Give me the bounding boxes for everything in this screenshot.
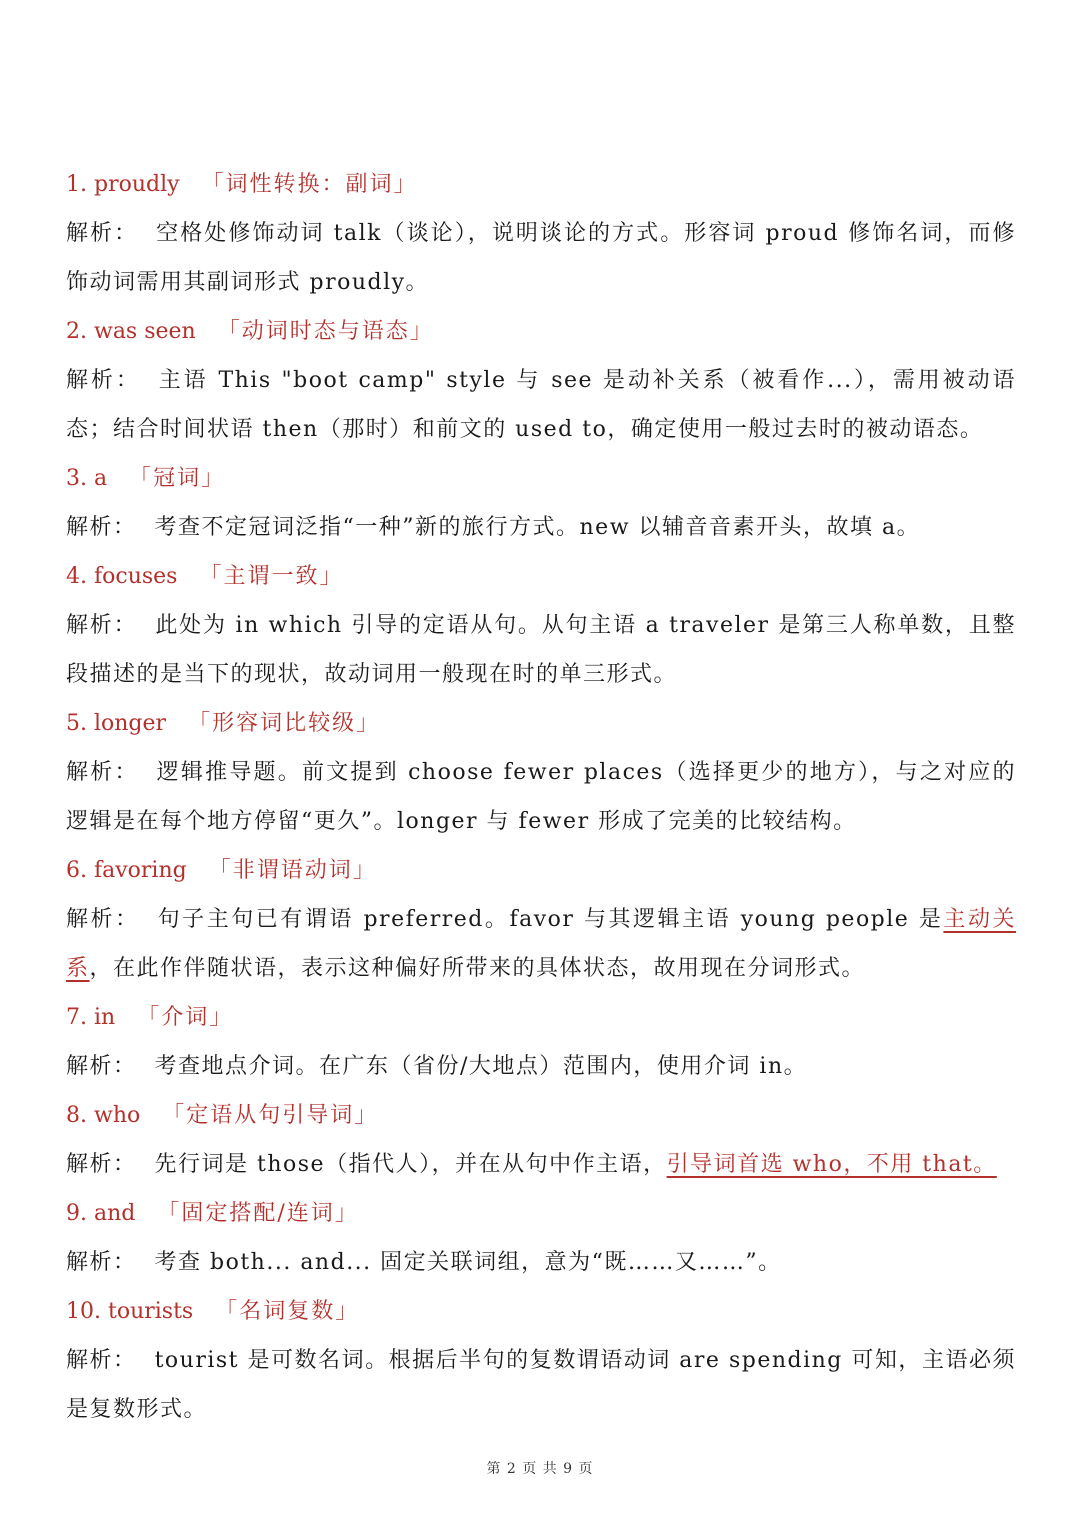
answer-word: 1. proudly [66,172,180,197]
explanation [66,895,1016,993]
explanation-text: 主语 This "boot camp" style 与 see 是动补关系（被看作...），需用被动语态；结合时间状语 then（那时）和前文的 used to，确定使用一般过去时的被动语态。 [66,368,1016,442]
answer-heading [66,454,1016,503]
answer-item-1 [66,160,1016,307]
grammar-tag: 「名词复数」 [215,1299,360,1324]
answer-item-2 [66,307,1016,454]
explanation-label: 解析： [66,1250,137,1275]
explanation-text: 逻辑推导题。前文提到 choose fewer places（选择更少的地方），与之对应的逻辑是在每个地方停留“更久”。longer 与 fewer 形成了完美的比较结构。 [66,760,1016,834]
explanation-label: 解析： [66,221,139,246]
explanation-text: tourist 是可数名词。根据后半句的复数谓语动词 are spending 可知，主语必须是复数形式。 [66,1348,1016,1422]
explanation-label: 解析： [66,1152,137,1177]
answer-item-9 [66,1189,1016,1287]
explanation-label: 解析： [66,613,138,638]
explanation [66,1238,1016,1287]
explanation-label: 解析： [66,907,140,932]
answer-heading [66,1189,1016,1238]
answer-heading [66,699,1016,748]
page-footer: 第 2 页 共 9 页 [486,1461,594,1477]
explanation-text: 考查不定冠词泛指“一种”新的旅行方式。new 以辅音音素开头，故填 a。 [154,515,921,540]
explanation-label: 解析： [66,368,141,393]
answer-item-3 [66,454,1016,552]
answer-word: 9. and [66,1201,136,1226]
grammar-tag: 「词性转换：副词」 [201,172,418,197]
answer-item-5 [66,699,1016,846]
explanation-text: 考查 both... and... 固定关联词组，意为“既……又……”。 [154,1250,782,1275]
highlighted-text: 主动关系 [66,907,1016,981]
explanation [66,1042,1016,1091]
explanation-text: 句子主句已有谓语 preferred。favor 与其逻辑主语 young people 是 [157,907,944,932]
answer-heading [66,846,1016,895]
grammar-tag: 「定语从句引导词」 [162,1103,379,1128]
explanation-label: 解析： [66,1348,137,1373]
explanation-text: 此处为 in which 引导的定语从句。从句主语 a traveler 是第三人称单数，且整段描述的是当下的现状，故动词用一般现在时的单三形式。 [66,613,1016,687]
explanation-label: 解析： [66,1054,137,1079]
explanation-text: 先行词是 those（指代人），并在从句中作主语， [154,1152,667,1177]
answer-heading [66,993,1016,1042]
answer-word: 5. longer [66,711,167,736]
answer-heading [66,1091,1016,1140]
answer-item-4 [66,552,1016,699]
explanation [66,1336,1016,1434]
answer-explanations [66,160,1016,1434]
explanation [66,748,1016,846]
grammar-tag: 「固定搭配/连词」 [157,1201,359,1226]
explanation [66,601,1016,699]
answer-word: 7. in [66,1005,116,1030]
grammar-tag: 「介词」 [137,1005,234,1030]
answer-item-10 [66,1287,1016,1434]
answer-heading [66,1287,1016,1336]
answer-item-6 [66,846,1016,993]
grammar-tag: 「非谓语动词」 [208,858,377,883]
explanation [66,1140,1016,1189]
answer-word: 4. focuses [66,564,178,589]
answer-word: 10. tourists [66,1299,194,1324]
answer-word: 3. a [66,466,108,491]
grammar-tag: 「动词时态与语态」 [217,319,434,344]
answer-word: 2. was seen [66,319,196,344]
explanation-text-continued: ，在此作伴随状语，表示这种偏好所带来的具体状态，故用现在分词形式。 [89,956,866,981]
explanation [66,356,1016,454]
highlighted-text: 引导词首选 who，不用 that。 [666,1152,997,1177]
explanation-text: 空格处修饰动词 talk（谈论），说明谈论的方式。形容词 proud 修饰名词，而修饰动词需用其副词形式 proudly。 [66,221,1016,295]
explanation-label: 解析： [66,515,137,540]
answer-item-7 [66,993,1016,1091]
explanation [66,503,1016,552]
answer-heading [66,552,1016,601]
grammar-tag: 「形容词比较级」 [188,711,381,736]
answer-item-8 [66,1091,1016,1189]
answer-word: 8. who [66,1103,141,1128]
answer-word: 6. favoring [66,858,187,883]
grammar-tag: 「冠词」 [129,466,226,491]
answer-heading [66,160,1016,209]
answer-heading [66,307,1016,356]
explanation-text: 考查地点介词。在广东（省份/大地点）范围内，使用介词 in。 [154,1054,808,1079]
explanation-label: 解析： [66,760,139,785]
explanation [66,209,1016,307]
grammar-tag: 「主谓一致」 [199,564,344,589]
